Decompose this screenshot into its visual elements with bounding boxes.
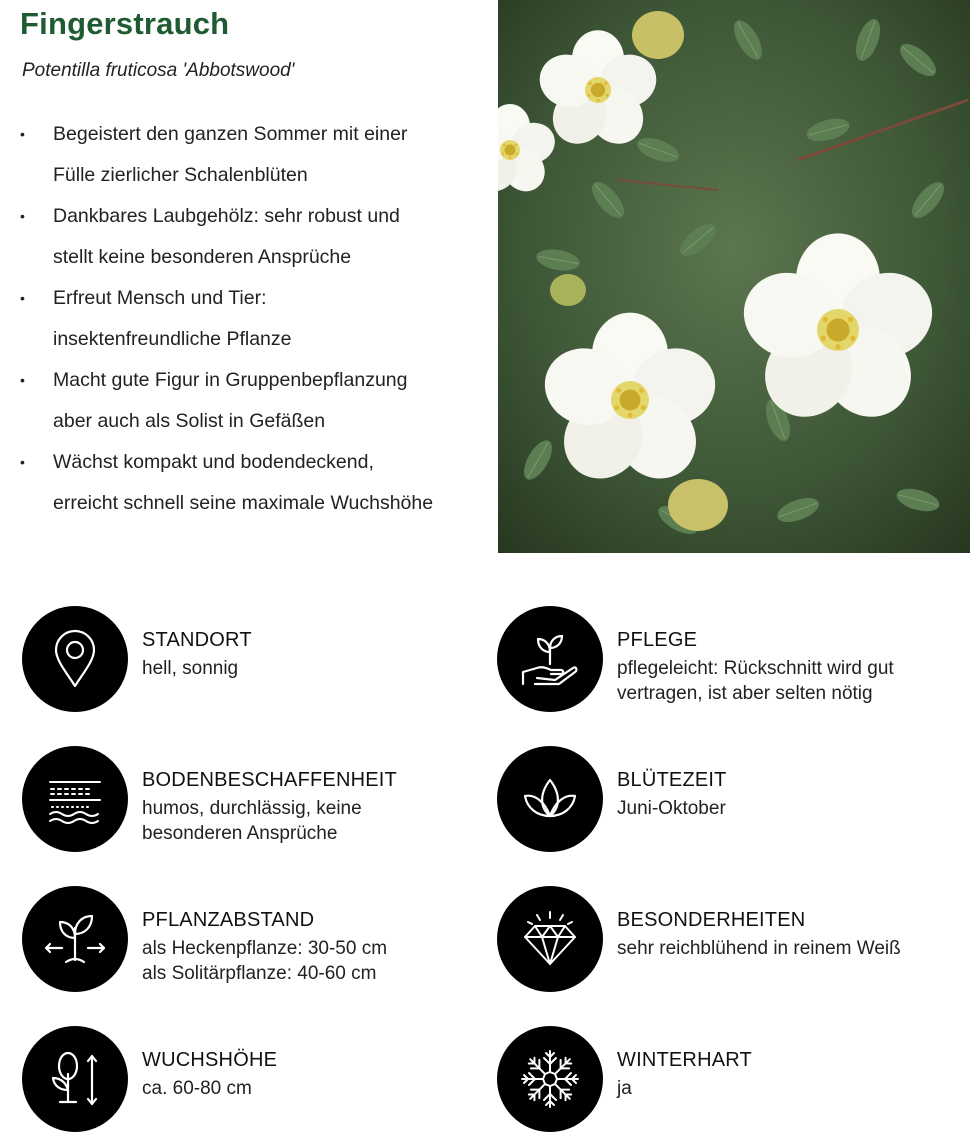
feature-bullet-list	[20, 114, 490, 524]
bullet-line: Wächst kompakt und bodendeckend,	[53, 451, 374, 473]
feature-besonderheiten	[497, 886, 957, 992]
diamond-icon	[497, 886, 603, 992]
feature-wuchshoehe	[22, 1026, 482, 1132]
location-pin-icon	[22, 606, 128, 712]
bullet-dot: •	[20, 208, 25, 224]
bullet-item	[20, 114, 490, 196]
bullet-line: aber auch als Solist in Gefäßen	[53, 410, 326, 432]
bullet-item	[20, 442, 490, 524]
feature-heading: STANDORT	[142, 629, 252, 651]
product-title: Fingerstrauch	[20, 6, 230, 41]
feature-heading: BODENBESCHAFFENHEIT	[142, 769, 397, 791]
feature-text: pflegeleicht: Rückschnitt wird gut vertragen, ist aber selten nötig	[617, 658, 894, 704]
bullet-line: Begeistert den ganzen Sommer mit einer	[53, 123, 408, 145]
feature-pflege	[497, 606, 957, 712]
feature-boden	[22, 746, 482, 852]
feature-winterhart	[497, 1026, 957, 1132]
feature-pflanzabstand	[22, 886, 482, 992]
feature-text: humos, durchlässig, keine besonderen Ansprüche	[142, 798, 362, 844]
bullet-dot: •	[20, 126, 25, 142]
bullet-line: insektenfreundliche Pflanze	[53, 328, 292, 350]
feature-standort	[22, 606, 482, 712]
bullet-line: Dankbares Laubgehölz: sehr robust und	[53, 205, 400, 227]
feature-text: sehr reichblühend in reinem Weiß	[617, 938, 901, 959]
tree-height-icon	[22, 1026, 128, 1132]
feature-heading: PFLANZABSTAND	[142, 909, 315, 931]
plant-photo	[498, 0, 970, 553]
feature-text: ja	[617, 1078, 632, 1099]
bullet-line: stellt keine besonderen Ansprüche	[53, 246, 352, 268]
feature-heading: WINTERHART	[617, 1049, 752, 1071]
bullet-line: erreicht schnell seine maximale Wuchshöhe	[53, 492, 434, 514]
bullet-dot: •	[20, 290, 25, 306]
bullet-item	[20, 196, 490, 278]
plant-in-hand-icon	[497, 606, 603, 712]
bullet-item	[20, 278, 490, 360]
feature-bluetezeit	[497, 746, 957, 852]
feature-heading: BLÜTEZEIT	[617, 769, 727, 791]
plant-spacing-icon	[22, 886, 128, 992]
bullet-line: Macht gute Figur in Gruppenbepflanzung	[53, 369, 408, 391]
bullet-dot: •	[20, 372, 25, 388]
bullet-line: Fülle zierlicher Schalenblüten	[53, 164, 308, 186]
snowflake-icon	[497, 1026, 603, 1132]
feature-heading: WUCHSHÖHE	[142, 1049, 278, 1071]
feature-heading: BESONDERHEITEN	[617, 909, 806, 931]
bullet-dot: •	[20, 454, 25, 470]
lotus-flower-icon	[497, 746, 603, 852]
feature-text: ca. 60-80 cm	[142, 1078, 252, 1099]
bullet-item	[20, 360, 490, 442]
feature-text: hell, sonnig	[142, 658, 239, 679]
soil-layers-icon	[22, 746, 128, 852]
botanical-name: Potentilla fruticosa 'Abbotswood'	[22, 60, 295, 81]
feature-heading: PFLEGE	[617, 629, 698, 651]
feature-text: als Heckenpflanze: 30-50 cm als Solitärpflanze: 40-60 cm	[142, 938, 388, 984]
feature-text: Juni-Oktober	[617, 798, 726, 819]
bullet-line: Erfreut Mensch und Tier:	[53, 287, 267, 309]
